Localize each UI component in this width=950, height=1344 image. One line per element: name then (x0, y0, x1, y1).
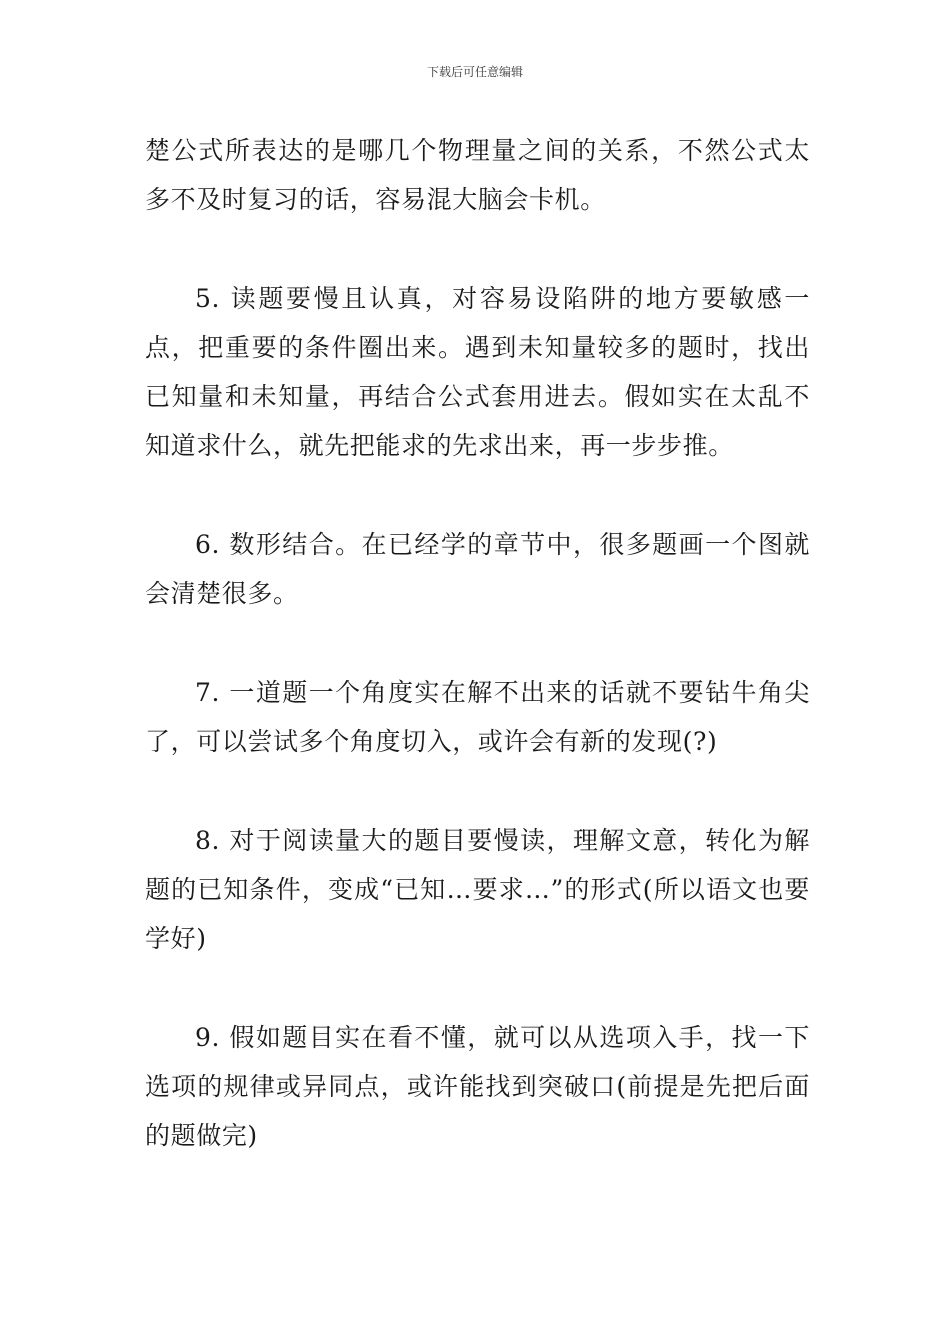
paragraph-gap (145, 766, 810, 816)
paragraph-gap (145, 618, 810, 668)
document-body (145, 126, 810, 1160)
paragraph-gap (145, 963, 810, 1013)
paragraph-gap (145, 224, 810, 274)
paragraph-gap (145, 470, 810, 520)
page-header: 下载后可任意编辑 (426, 65, 523, 79)
paragraph-tip-7: 7. 一道题一个角度实在解不出来的话就不要钻牛角尖了，可以尝试多个角度切入，或许会有新的发现(?) (145, 678, 810, 756)
paragraph-tip-8: 8. 对于阅读量大的题目要慢读，理解文意，转化为解题的已知条件，变成“已知…要求…”的形式(所以语文也要学好) (145, 826, 810, 953)
paragraph-continuation: 楚公式所表达的是哪几个物理量之间的关系，不然公式太多不及时复习的话，容易混大脑会卡机。 (145, 136, 810, 214)
paragraph-tip-5: 5. 读题要慢且认真，对容易设陷阱的地方要敏感一点，把重要的条件圈出来。遇到未知量较多的题时，找出已知量和未知量，再结合公式套用进去。假如实在太乱不知道求什么，就先把能求的先求出来，再一步步推。 (145, 284, 810, 460)
paragraph-tip-9: 9. 假如题目实在看不懂，就可以从选项入手，找一下选项的规律或异同点，或许能找到突破口(前提是先把后面的题做完) (145, 1023, 810, 1150)
paragraph-tip-6: 6. 数形结合。在已经学的章节中，很多题画一个图就会清楚很多。 (145, 530, 810, 608)
